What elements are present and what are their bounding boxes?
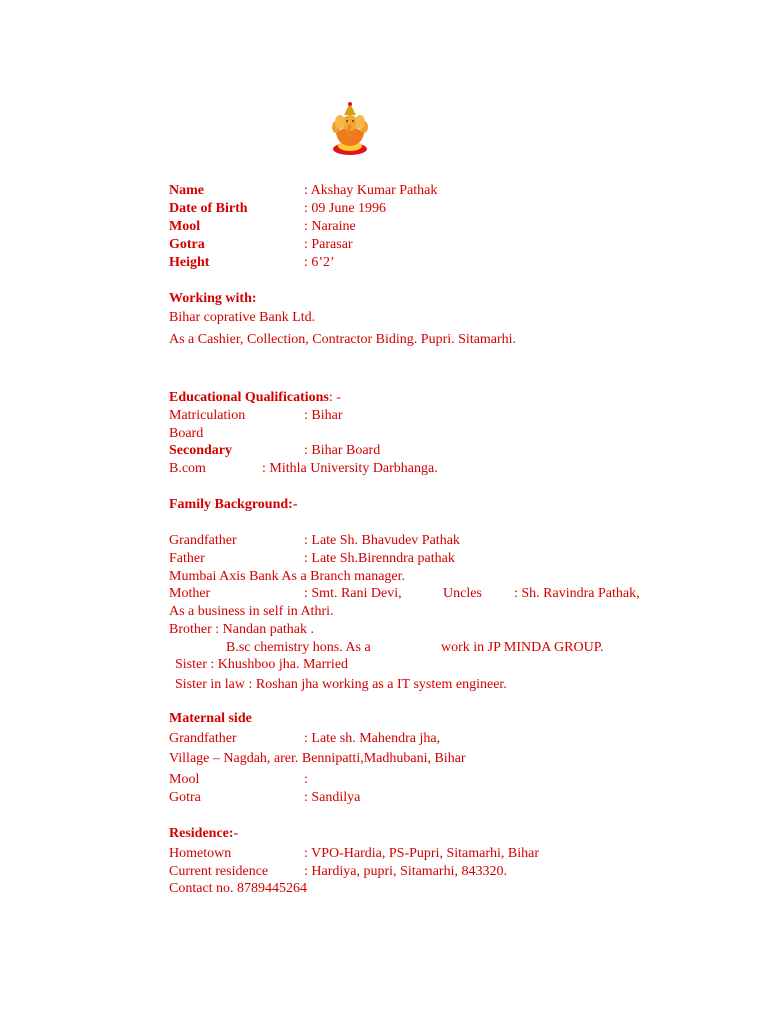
education-heading-suffix: : - xyxy=(328,390,341,405)
grandfather-label: Grandfather xyxy=(169,533,237,548)
work-line-2: As a Cashier, Collection, Contractor Biding. Pupri. Sitamarhi. xyxy=(169,332,517,347)
maternal-gotra-value: : Sandilya xyxy=(304,790,361,805)
secondary-value: : Bihar Board xyxy=(304,443,381,458)
gotra-label: Gotra xyxy=(169,237,205,252)
name-label: Name xyxy=(169,183,204,198)
matric-label: Matriculation xyxy=(169,408,246,423)
sister: Sister : Khushboo jha. Married xyxy=(175,657,349,672)
education-heading-line xyxy=(169,390,341,406)
height-label: Height xyxy=(169,255,210,270)
maternal-village: Village – Nagdah, arer. Bennipatti,Madhubani, Bihar xyxy=(169,751,466,766)
residence-heading: Residence:- xyxy=(169,826,239,841)
father-label: Father xyxy=(169,551,205,566)
sister-in-law: Sister in law : Roshan jha working as a IT system engineer. xyxy=(175,677,507,692)
maternal-gotra-label: Gotra xyxy=(169,790,201,805)
bcom-value: : Mithla University Darbhanga. xyxy=(262,461,438,476)
bcom-label: B.com xyxy=(169,461,206,476)
mother-label: Mother xyxy=(169,586,211,601)
family-heading: Family Background:- xyxy=(169,497,298,512)
work-line-1: Bihar coprative Bank Ltd. xyxy=(169,310,316,325)
uncles-value: : Sh. Ravindra Pathak, xyxy=(514,586,640,601)
maternal-mool-label: Mool xyxy=(169,772,200,787)
education-heading: Educational Qualifications xyxy=(169,390,329,405)
gotra-value: : Parasar xyxy=(304,237,353,252)
secondary-label: Secondary xyxy=(169,443,232,458)
matric-value: : Bihar xyxy=(304,408,343,423)
matric-wrap: Board xyxy=(169,426,204,441)
maternal-heading: Maternal side xyxy=(169,711,252,726)
mool-value: : Naraine xyxy=(304,219,356,234)
uncles-detail: As a business in self in Athri. xyxy=(169,604,334,619)
current-residence-label: Current residence xyxy=(169,864,269,879)
maternal-grandfather-label: Grandfather xyxy=(169,731,237,746)
name-value: : Akshay Kumar Pathak xyxy=(304,183,438,198)
mool-label: Mool xyxy=(169,219,201,234)
father-detail: Mumbai Axis Bank As a Branch manager. xyxy=(169,569,406,584)
mother-value: : Smt. Rani Devi, xyxy=(304,586,402,601)
dob-value: : 09 June 1996 xyxy=(304,201,387,216)
work-heading: Working with: xyxy=(169,291,257,306)
grandfather-value: : Late Sh. Bhavudev Pathak xyxy=(304,533,460,548)
maternal-grandfather-value: : Late sh. Mahendra jha, xyxy=(304,731,441,746)
brother: Brother : Nandan pathak . xyxy=(169,622,315,637)
hometown-label: Hometown xyxy=(169,846,232,861)
ganesha-icon xyxy=(328,99,372,157)
father-value: : Late Sh.Birenndra pathak xyxy=(304,551,455,566)
current-residence-value: : Hardiya, pupri, Sitamarhi, 843320. xyxy=(304,864,507,879)
maternal-mool-value: : xyxy=(304,772,308,787)
brother-study: B.sc chemistry hons. As a xyxy=(226,640,371,655)
uncles-label: Uncles xyxy=(443,586,482,601)
contact-number: Contact no. 8789445264 xyxy=(169,881,308,896)
dob-label: Date of Birth xyxy=(169,201,248,216)
hometown-value: : VPO-Hardia, PS-Pupri, Sitamarhi, Bihar xyxy=(304,846,540,861)
brother-work: work in JP MINDA GROUP. xyxy=(441,640,604,655)
height-value: : 6’2’ xyxy=(304,255,335,270)
